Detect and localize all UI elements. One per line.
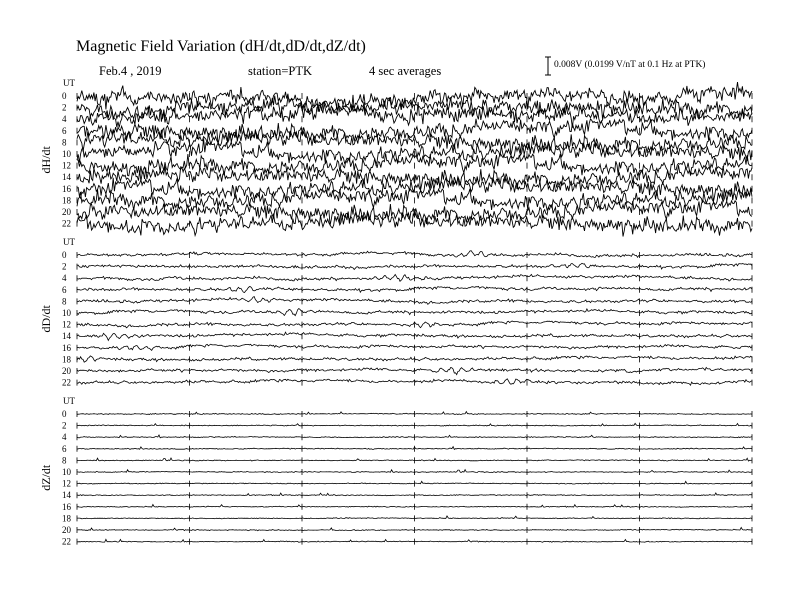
row-label: 22 xyxy=(62,377,71,388)
axis-label: dZ/dt xyxy=(39,464,53,491)
row-label: 14 xyxy=(62,331,71,342)
row-label: 0 xyxy=(62,91,67,101)
row-label: 2 xyxy=(62,420,67,431)
axis-label: dH/dt xyxy=(39,146,53,174)
row-label: 18 xyxy=(62,354,71,365)
row-label: 16 xyxy=(62,501,71,512)
row-label: 6 xyxy=(62,284,67,295)
panel-dH-dt xyxy=(39,78,752,237)
row-label: 16 xyxy=(62,183,71,194)
row-label: 2 xyxy=(62,261,67,272)
panel-dZ-dt xyxy=(39,396,752,547)
ut-label: UT xyxy=(63,396,75,406)
row-label: 8 xyxy=(62,455,67,466)
row-label: 4 xyxy=(62,114,67,125)
row-label: 0 xyxy=(62,409,67,419)
scale-bar-icon xyxy=(545,57,551,75)
ut-label: UT xyxy=(63,78,75,88)
scale-label: 0.008V (0.0199 V/nT at 0.1 Hz at PTK) xyxy=(554,60,706,70)
ut-label: UT xyxy=(63,237,75,247)
row-label: 12 xyxy=(62,319,71,330)
row-label: 20 xyxy=(62,366,71,376)
row-label: 12 xyxy=(62,478,71,489)
row-label: 10 xyxy=(62,149,71,159)
row-label: 0 xyxy=(62,250,67,260)
row-label: 8 xyxy=(62,296,67,307)
row-label: 6 xyxy=(62,443,67,454)
row-label: 10 xyxy=(62,467,71,477)
date-label: Feb.4 , 2019 xyxy=(99,64,162,78)
row-label: 20 xyxy=(62,525,71,535)
station-label: station=PTK xyxy=(248,64,312,78)
row-label: 6 xyxy=(62,125,67,136)
trace-line xyxy=(77,95,752,128)
panel-dD-dt xyxy=(39,237,752,388)
row-label: 18 xyxy=(62,513,71,524)
row-label: 12 xyxy=(62,160,71,171)
row-label: 22 xyxy=(62,536,71,547)
row-label: 8 xyxy=(62,137,67,148)
row-label: 20 xyxy=(62,207,71,217)
row-label: 14 xyxy=(62,490,71,501)
axis-label: dD/dt xyxy=(39,305,53,333)
row-label: 4 xyxy=(62,273,67,284)
row-label: 10 xyxy=(62,308,71,318)
row-label: 18 xyxy=(62,195,71,206)
averaging-label: 4 sec averages xyxy=(369,64,442,78)
row-label: 2 xyxy=(62,102,67,113)
row-label: 14 xyxy=(62,172,71,183)
row-label: 22 xyxy=(62,218,71,229)
row-label: 16 xyxy=(62,342,71,353)
row-label: 4 xyxy=(62,432,67,443)
chart-title: Magnetic Field Variation (dH/dt,dD/dt,dZ/dt) xyxy=(76,38,366,55)
